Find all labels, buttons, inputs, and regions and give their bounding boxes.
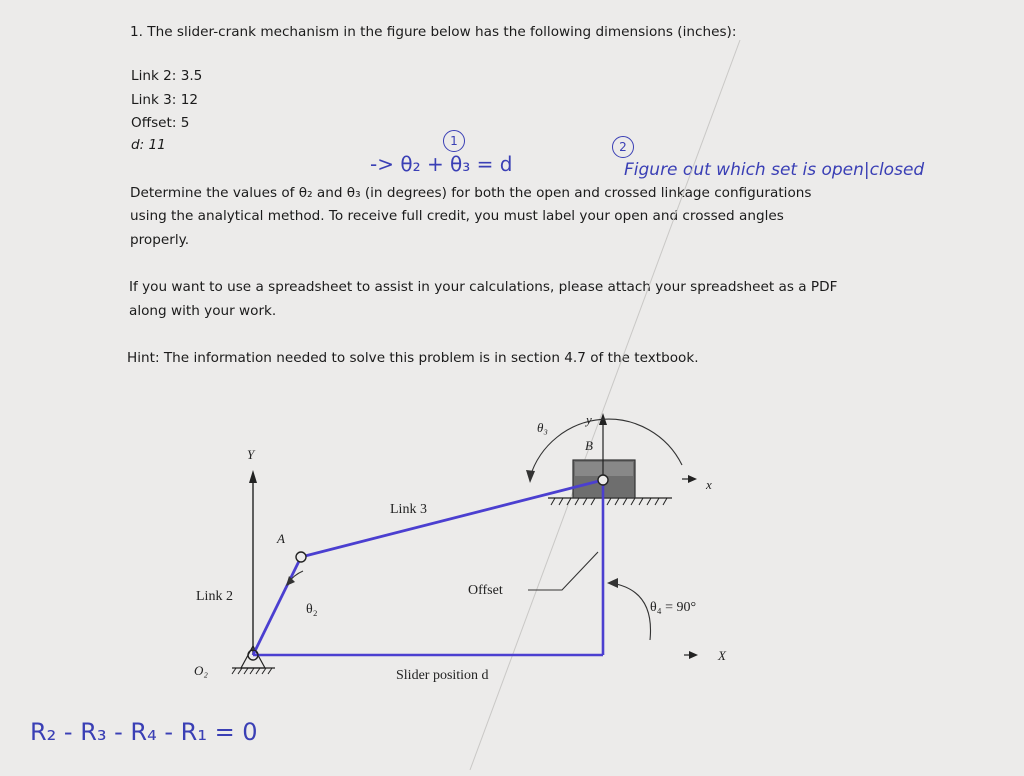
dimension-offset: Offset: 5: [131, 115, 190, 131]
x-axis-lower: [684, 651, 698, 659]
label-x-lower: X: [718, 648, 726, 663]
handwritten-marker-2: 2: [612, 136, 634, 158]
label-link2: Link 2: [196, 589, 233, 604]
label-theta3: θ₃: [537, 420, 548, 435]
pin-b: [598, 475, 608, 485]
hint-text: Hint: The information needed to solve this problem is in section 4.7 of the textbook.: [127, 350, 699, 366]
handwritten-marker-1: 1: [443, 130, 465, 152]
label-x-upper: x: [706, 477, 712, 492]
label-b: B: [585, 438, 593, 453]
link-3: [301, 480, 603, 557]
label-a: A: [277, 531, 285, 546]
spreadsheet-line1: If you want to use a spreadsheet to assist in your calculations, please attach your spreadsheet as a PDF: [129, 279, 838, 295]
label-theta2: θ₂: [306, 602, 318, 617]
handwritten-vector-equation: R₂ - R₃ - R₄ - R₁ = 0: [30, 718, 258, 746]
spreadsheet-line2: along with your work.: [129, 303, 277, 319]
instruction-line2: using the analytical method. To receive full credit, you must label your open and crossed angles: [130, 208, 784, 224]
handwritten-equation: -> θ₂ + θ₃ = d: [370, 152, 513, 176]
instruction-line3: properly.: [130, 232, 190, 248]
link-2: [253, 557, 301, 655]
y-axis-left: [249, 470, 257, 655]
instruction-line1: Determine the values of θ₂ and θ₃ (in degrees) for both the open and crossed linkage configurations: [130, 185, 812, 201]
dimension-link2: Link 2: 3.5: [131, 68, 203, 84]
label-theta4: θ₄ = 90°: [650, 600, 697, 615]
label-y-left: Y: [247, 447, 255, 462]
label-link3: Link 3: [390, 502, 427, 517]
dimension-link3: Link 3: 12: [131, 92, 199, 108]
label-y-upper: y: [586, 412, 592, 427]
pin-a: [296, 552, 306, 562]
label-o2: O₂: [194, 663, 208, 678]
label-slider-position: Slider position d: [396, 668, 489, 683]
dimension-d: d: 11: [131, 137, 166, 153]
theta4-arc: [611, 583, 651, 640]
label-offset: Offset: [468, 583, 503, 598]
x-axis-upper: [682, 475, 697, 483]
slider-ground: [548, 498, 672, 505]
handwritten-note: Figure out which set is open|closed: [624, 160, 925, 180]
problem-title: 1. The slider-crank mechanism in the figure below has the following dimensions (inches):: [130, 24, 737, 40]
